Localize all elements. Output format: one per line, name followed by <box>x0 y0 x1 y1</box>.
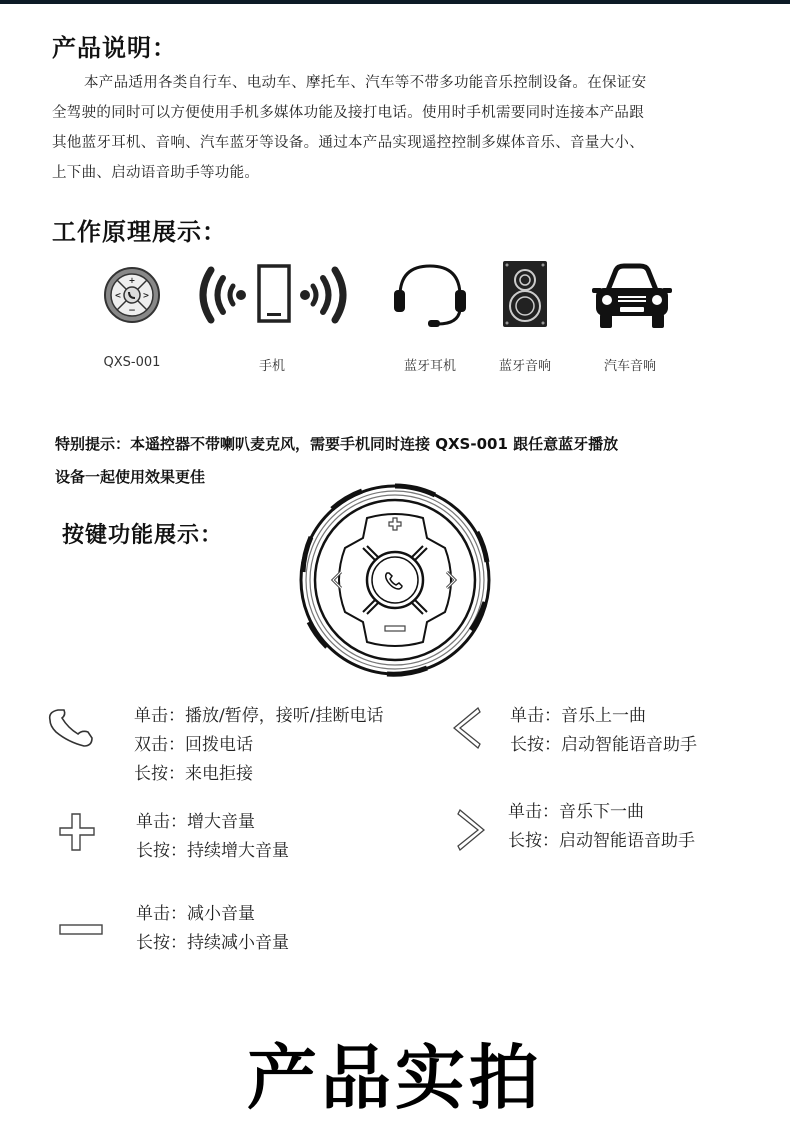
product-photos-title: 产品实拍 <box>247 1037 543 1119</box>
notice-line: 设备一起使用效果更佳 <box>55 468 206 486</box>
function-line: 长按：持续增大音量 <box>136 841 289 861</box>
remote-control-icon <box>103 266 161 324</box>
product-description-heading: 产品说明： <box>52 34 177 62</box>
label-car-audio: 汽车音响 <box>603 359 656 374</box>
headset-icon <box>390 260 470 330</box>
button-functions-heading: 按键功能展示： <box>62 523 224 548</box>
working-principle-heading: 工作原理展示： <box>52 218 227 246</box>
function-line: 单击：减小音量 <box>136 904 255 924</box>
label-phone: 手机 <box>258 359 285 374</box>
plus-icon <box>58 812 96 852</box>
function-line: 长按：启动智能语音助手 <box>508 831 695 851</box>
label-speaker: 蓝牙音响 <box>498 359 551 374</box>
speaker-icon <box>502 260 548 328</box>
function-line: 单击：音乐下一曲 <box>508 802 644 822</box>
paragraph-line: 其他蓝牙耳机、音响、汽车蓝牙等设备。通过本产品实现遥控控制多媒体音乐、音量大小、 <box>52 135 644 151</box>
previous-icon <box>450 706 482 750</box>
svg-text:+: + <box>128 275 136 285</box>
function-line: 单击：增大音量 <box>136 812 255 832</box>
previous-function-text <box>510 702 697 760</box>
top-bar <box>0 0 790 4</box>
phone-wireless-icon <box>193 262 353 328</box>
minus-function-text <box>136 900 289 958</box>
function-line: 长按：来电拒接 <box>134 764 253 784</box>
next-function-text <box>508 798 695 856</box>
phone-icon <box>46 706 98 748</box>
svg-text:<: < <box>114 290 122 300</box>
function-line: 长按：持续减小音量 <box>136 933 289 953</box>
car-icon <box>590 262 674 332</box>
remote-diagram <box>297 482 493 678</box>
svg-text:>: > <box>142 290 150 300</box>
paragraph-line: 本产品适用各类自行车、电动车、摩托车、汽车等不带多功能音乐控制设备。在保证安 <box>84 75 647 91</box>
paragraph-line: 全驾驶的同时可以方便使用手机多媒体功能及接打电话。使用时手机需要同时连接本产品跟 <box>52 105 644 121</box>
svg-text:−: − <box>128 306 136 316</box>
plus-function-text <box>136 808 289 866</box>
minus-icon <box>58 922 104 938</box>
next-icon <box>456 808 488 852</box>
function-line: 单击：音乐上一曲 <box>510 706 646 726</box>
label-qxs-001: QXS-001 <box>103 355 161 370</box>
phone-function-text <box>134 702 383 789</box>
function-line: 长按：启动智能语音助手 <box>510 735 697 755</box>
function-line: 单击：播放/暂停，接听/挂断电话 <box>134 706 384 726</box>
product-description-paragraph <box>52 68 752 188</box>
paragraph-line: 上下曲、启动语音助手等功能。 <box>52 165 260 181</box>
function-line: 双击：回拨电话 <box>134 735 253 755</box>
label-headset: 蓝牙耳机 <box>403 359 456 374</box>
notice-line: 特别提示：本遥控器不带喇叭麦克风，需要手机同时连接 QXS-001 跟任意蓝牙播放 <box>55 435 619 453</box>
